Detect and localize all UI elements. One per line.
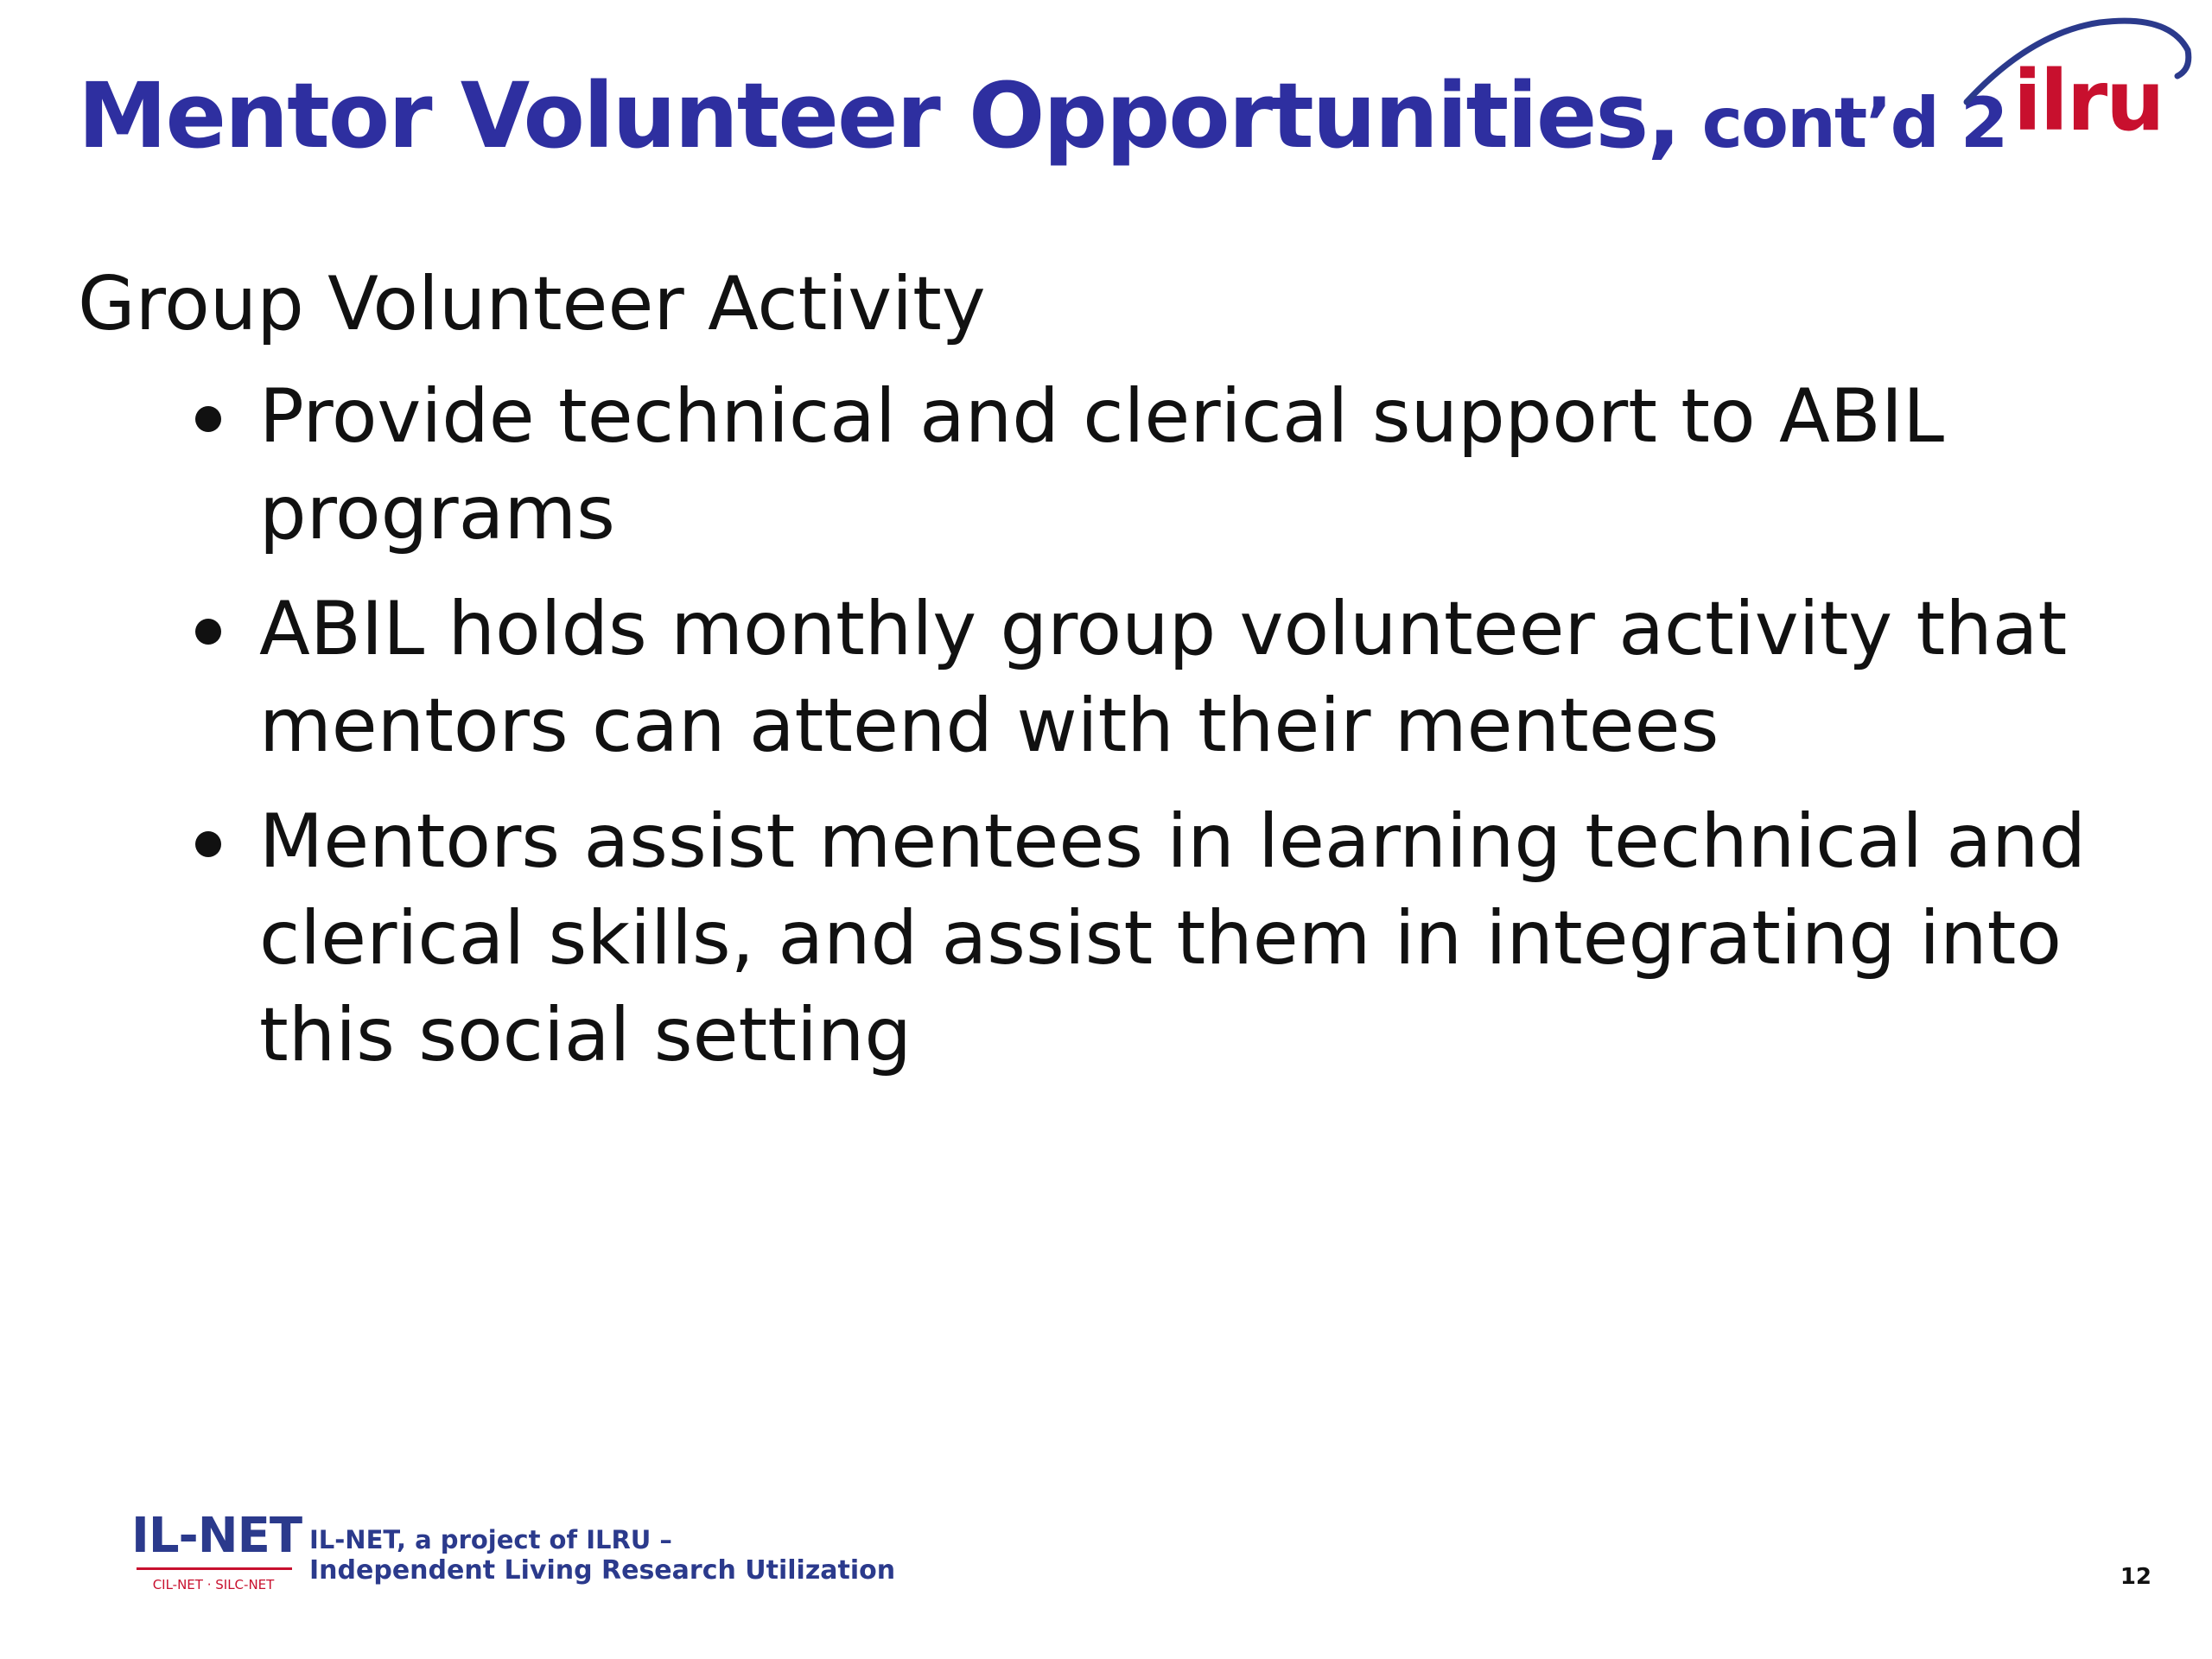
page-number: 12: [2120, 1564, 2152, 1590]
bullet-item: [78, 793, 2169, 1084]
slide-content: [78, 252, 2169, 1103]
bullet-item: [78, 368, 2169, 562]
footer-credit-line1: IL-NET, a project of ILRU –: [309, 1525, 672, 1554]
slide-title-main: Mentor Volunteer Opportunities,: [78, 63, 1680, 168]
il-net-logo-text: IL-NET: [131, 1508, 302, 1564]
bullet-item: [78, 581, 2169, 774]
il-net-logo-subtext: CIL-NET · SILC-NET: [152, 1577, 275, 1592]
il-net-logo-rule: [137, 1567, 292, 1570]
bullet-dot-icon: [195, 831, 221, 857]
bullet-dot-icon: [195, 619, 221, 645]
footer-credit-line2: Independent Living Research Utilization: [309, 1555, 896, 1586]
slide-title: [78, 63, 2007, 168]
ilru-logo: [1961, 16, 2195, 145]
slide-title-suffix: cont’d 2: [1679, 83, 2007, 163]
bullet-list: [78, 368, 2169, 1084]
bullet-text: Provide technical and clerical support to ABIL programs: [259, 373, 1945, 556]
ilru-logo-text: ilru: [2013, 53, 2164, 145]
footer-credit: [309, 1524, 895, 1586]
bullet-dot-icon: [195, 406, 221, 432]
content-heading: Group Volunteer Activity: [78, 261, 986, 347]
il-net-logo: [131, 1508, 302, 1597]
bullet-text: ABIL holds monthly group volunteer activity that mentors can attend with their mentees: [259, 586, 2068, 769]
bullet-text: Mentors assist mentees in learning technical and clerical skills, and assist them in integrating into this social setting: [259, 798, 2087, 1078]
